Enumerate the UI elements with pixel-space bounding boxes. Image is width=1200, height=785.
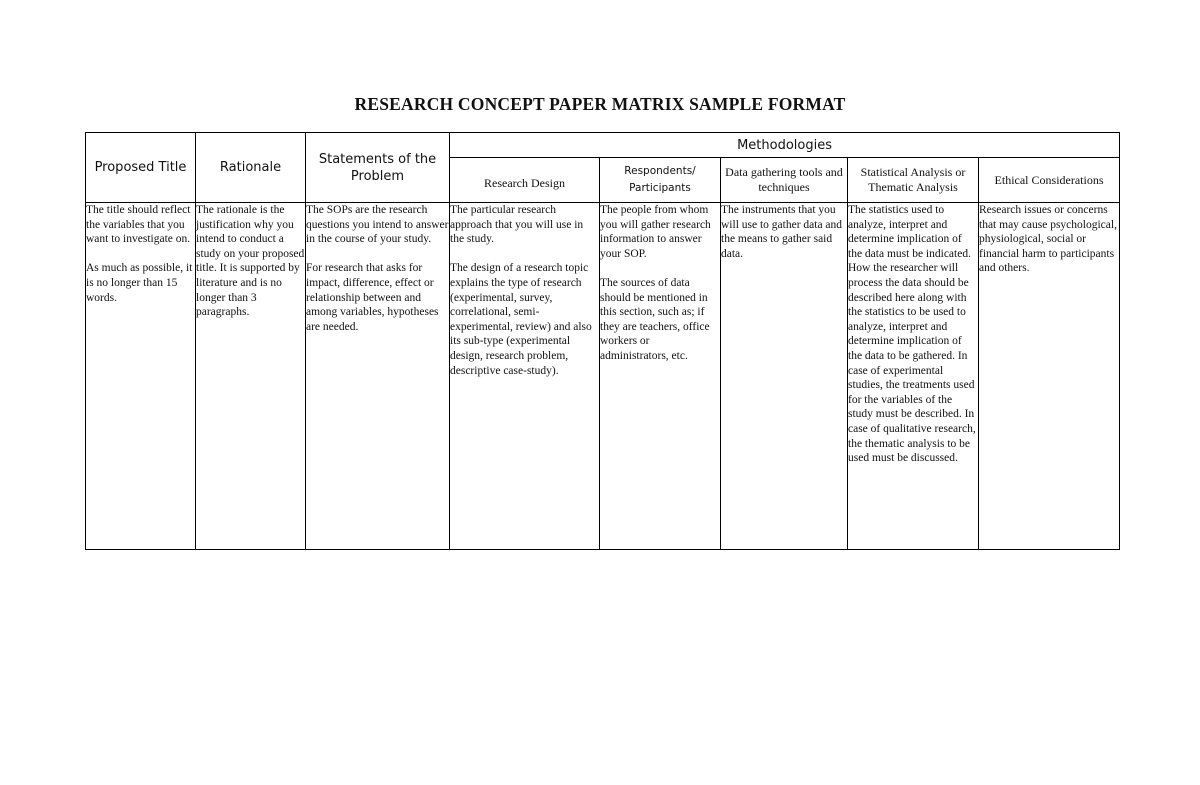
cell-statistical-analysis (848, 203, 979, 550)
cell-text: The statistics used to analyze, interpret and determine implication of the data must be indicated. How the researcher will process the data should be described here along with the statistics to be used to analyze, interpret and determine implication of the data to be gathered. In case of experimental studies, the treatments used for the variables of the study must be described. In case of qualitative research, the thematic analysis to be used must be discussed. (848, 204, 976, 465)
cell-text: For research that asks for impact, difference, effect or relationship between and among variables, hypotheses are needed. (306, 262, 439, 333)
cell-text: The instruments that you will use to gather data and the means to gather said data. (721, 204, 843, 260)
cell-text: The title should reflect the variables that you want to investigate on. (86, 204, 191, 246)
cell-statements-of-the-problem (306, 203, 450, 550)
cell-data-gathering (721, 203, 848, 550)
header-proposed-title: Proposed Title (86, 133, 196, 203)
header-statements-of-the-problem: Statements of the Problem (306, 133, 450, 203)
cell-rationale (196, 203, 306, 550)
header-research-design: Research Design (450, 158, 600, 203)
cell-text: The design of a research topic explains the type of research (experimental, survey, correlational, semi-experimental, review) and also its sub-type (experimental design, research problem, descriptive case-study). (450, 262, 592, 377)
cell-ethical-considerations (979, 203, 1120, 550)
header-respondents (600, 158, 721, 203)
header-ethical-considerations: Ethical Considerations (979, 158, 1120, 203)
header-methodologies: Methodologies (450, 133, 1120, 158)
cell-respondents (600, 203, 721, 550)
cell-text: The sources of data should be mentioned in this section, such as; if they are teachers, office workers or administrators, etc. (600, 276, 710, 362)
cell-text: The SOPs are the research questions you intend to answer in the course of your study. (306, 204, 449, 246)
header-rationale: Rationale (196, 133, 306, 203)
cell-text: The people from whom you will gather research information to answer your SOP. (600, 204, 711, 260)
cell-text: As much as possible, it is no longer than 15 words. (86, 262, 193, 304)
header-respondents-line1: Respondents/ (624, 165, 696, 177)
cell-text: Research issues or concerns that may cause psychological, physiological, social or financial harm to participants and others. (979, 204, 1117, 275)
content-row (86, 203, 1120, 550)
concept-paper-matrix-table (85, 132, 1120, 550)
cell-proposed-title (86, 203, 196, 550)
cell-text: The particular research approach that you will use in the study. (450, 204, 584, 246)
header-statistical-analysis: Statistical Analysis or Thematic Analysis (848, 158, 979, 203)
document-title: RESEARCH CONCEPT PAPER MATRIX SAMPLE FORMAT (354, 94, 846, 114)
header-data-gathering: Data gathering tools and techniques (721, 158, 848, 203)
header-row-top (86, 133, 1120, 158)
cell-text: The rationale is the justification why you intend to conduct a study on your proposed title. It is supported by literature and is no longer than 3 paragraphs. (196, 204, 305, 319)
cell-research-design (450, 203, 600, 550)
header-respondents-line2: Participants (629, 182, 691, 194)
